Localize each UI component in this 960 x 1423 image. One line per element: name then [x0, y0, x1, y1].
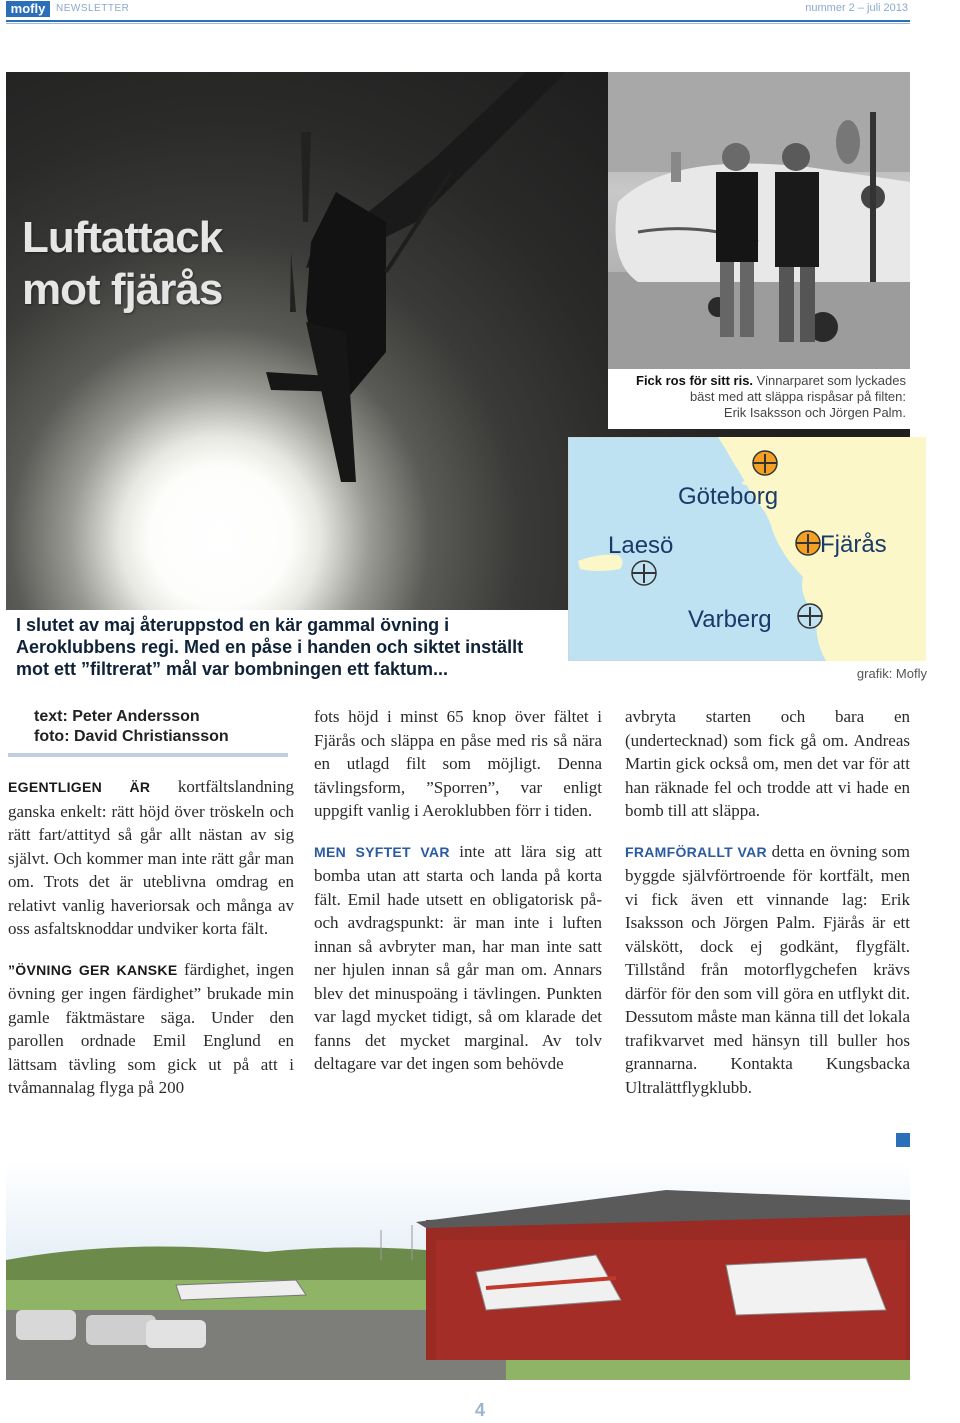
body-column-1: [8, 775, 294, 1117]
caption-line3: Erik Isaksson och Jörgen Palm.: [723, 405, 906, 420]
col1-text-1: kortfältslandning ganska enkelt: rätt höjd över tröskeln och rätt fart/attityd så går allt nästan av sig självt. Och kommer man inte rätt går man om. Trots det är uteblivna omdrag en relativt vanlig haveriorsak och många av oss asfaltsknoddar undviker korta fält.: [8, 777, 294, 938]
map-label-laeso: Laesö: [608, 532, 674, 559]
mofly-logo: mofly: [6, 1, 50, 17]
caption-bold: Fick ros för sitt ris.: [636, 373, 754, 388]
airfield-illustration: [6, 1160, 910, 1380]
header-rule-thin: [6, 23, 910, 24]
photo-caption: [608, 369, 910, 429]
caption-line2: bäst med att släppa rispåsar på filten:: [689, 389, 906, 404]
col3-kicker: FRAMFÖRALLT VAR: [625, 843, 767, 860]
map-graphic: [568, 437, 926, 661]
col2-paragraph-2: [314, 840, 602, 1076]
col2-text-2: inte att lära sig att bomba utan att starta och landa på korta fält. Emil hade utsett en obligatorisk på- och avdragspunkt: är man inte i luften innan så avbryter man, har man inte satt ner hjulen innan så går man om. Annars blev det minuspoäng i tävlingen. Punkten var lagd mycket tidigt, så om klarade det fanns det mycket marginal. Av tolv deltagare var det ingen som behövde: [314, 841, 602, 1073]
map-label-varberg: Varberg: [688, 606, 772, 633]
hero-title-line1: Luftattack: [22, 213, 223, 262]
body-column-2: [314, 705, 602, 1093]
byline-photo: foto: David Christiansson: [34, 728, 229, 745]
col1-text-2: färdighet, ingen övning ger ingen färdighet” brukade min gamle fäktmästare säga. Under den parollen ordnade Emil Englund en lättsam tävling som gick ut på att i tvåmannalag flyga på 200: [8, 959, 294, 1097]
col2-kicker: MEN SYFTET VAR: [314, 843, 450, 860]
body-column-3: [625, 705, 910, 1116]
col1-kicker-2: ”ÖVNING GER KANSKE: [8, 961, 178, 978]
col3-paragraph-2: [625, 840, 910, 1100]
map-label-goteborg: Göteborg: [678, 483, 779, 510]
col2-paragraph-1: fots höjd i minst 65 knop över fältet i Fjärås och släppa en påse med ris så nära en utlagd filt som möjligt. Denna tävlingsform, ”Sporren”, var enligt uppgift vanlig i Aeroklubben förr i tiden.: [314, 707, 602, 820]
col3-paragraph-1: avbryta starten och bara en (undertecknad) som fick gå om. Andreas Martin gick också om, men det var för att han räknade fel och trodde att vi hade en bomb till att släppa.: [625, 707, 910, 820]
byline: [34, 707, 284, 747]
map-label-fjaras: Fjärås: [820, 531, 887, 558]
byline-rule: [8, 753, 288, 757]
byline-text: text: Peter Andersson: [34, 708, 200, 725]
airfield-photo: [6, 1160, 910, 1380]
col1-kicker-1: EGENTLIGEN ÄR: [8, 779, 151, 795]
winners-photo: [608, 72, 910, 369]
hero-title-line2: mot fjärås: [22, 265, 223, 314]
winners-illustration: [608, 72, 910, 369]
map-credit: grafik: Mofly: [856, 666, 927, 681]
col1-paragraph-2: [8, 958, 294, 1100]
location-map: [568, 437, 926, 661]
page-number: 4: [474, 1400, 485, 1420]
issue-label: nummer 2 – juli 2013: [805, 2, 908, 14]
lead-paragraph: I slutet av maj återuppstod en kär gammal övning i Aeroklubbens regi. Med en påse i handen och siktet inställt mot ett ”filtrerat” mål var bombningen ett faktum...: [16, 615, 524, 679]
fjaras-marker: [796, 531, 820, 555]
col3-text-2: detta en övning som byggde självförtroende för kortfält, men vi fick även ett vinnande lag: Erik Isaksson och Jörgen Palm. Fjärås är ett välskött, dock ej godkänt, flygfält. Tillstånd från motorflygchefen krävs därför för den som vill göra en utflykt dit. Dessutom måste man känna till det lokala trafikvarvet med hänsyn till buller hos grannarna. Kontakta Kungsbacka Ultralättflygklubb.: [625, 841, 910, 1097]
header-rule: [6, 20, 910, 22]
section-label: NEWSLETTER: [56, 3, 130, 14]
hero-title: [22, 212, 222, 316]
varberg-marker: [798, 604, 822, 628]
end-of-article-mark: [896, 1133, 910, 1147]
masthead: [0, 0, 960, 26]
col1-paragraph-1: [8, 775, 294, 941]
caption-line1: Vinnarparet som lyckades: [753, 373, 906, 388]
laeso-marker: [632, 561, 656, 585]
goteborg-marker: [753, 451, 777, 475]
